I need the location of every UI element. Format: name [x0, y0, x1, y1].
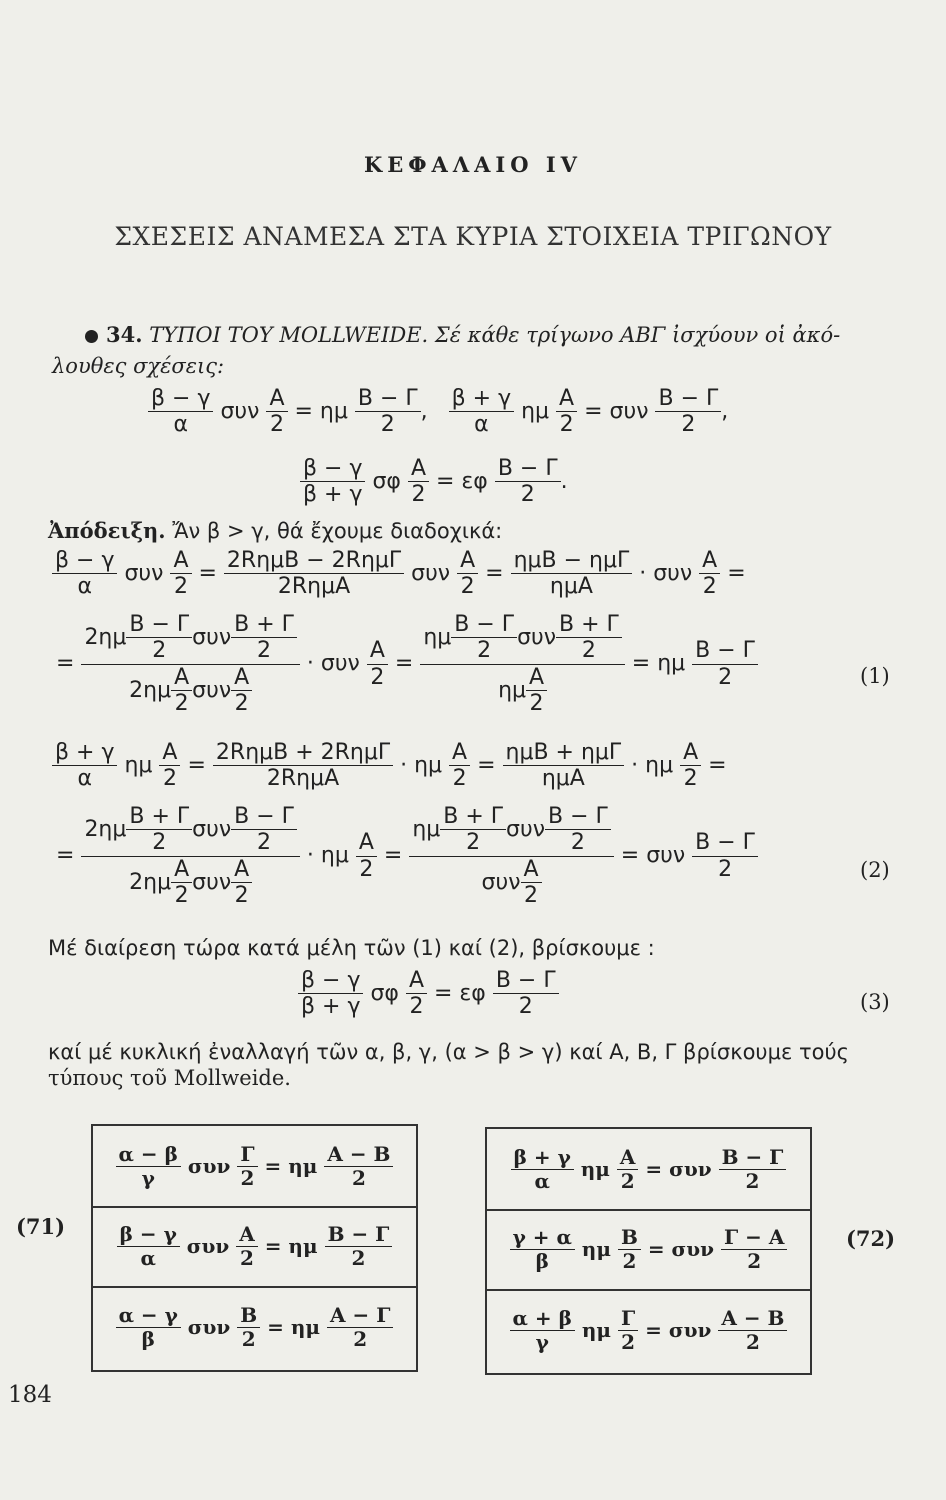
- proof-intro: [48, 518, 502, 543]
- box-label-72: (72): [846, 1226, 896, 1251]
- page-number: 184: [8, 1382, 52, 1408]
- mollweide-statement-2: $\frac{\beta - \gamma}{\beta + \gamma}$ σφ $\frac{A}{2}$ = εφ $\frac{B - \Gamma}{2}$ .: [300, 456, 568, 508]
- box-72-row-1: β + γ α ημ A 2 = συν B − Γ 2: [487, 1129, 810, 1211]
- eq-number-1: (1): [860, 664, 890, 688]
- derivation-2-line-1: $\frac{\beta + \gamma}{\alpha}$ ημ $\frac{A}{2}$ = 2RημB + 2RημΓ 2RημA · ημ $\frac{A}{2}$ = ημB + ημΓ ημA · ημ $\frac{A}{2}$ =: [52, 740, 727, 792]
- formula-3: $\frac{\beta - \gamma}{\beta + \gamma}$ σφ $\frac{A}{2}$ = εφ $\frac{B - \Gamma}{2}$: [298, 968, 559, 1020]
- section-intro-2: λουθες σχέσεις:: [52, 354, 225, 378]
- proof-text: Ἄν β > γ, θά ἔχουμε διαδοχικά:: [172, 519, 503, 543]
- chapter-title: ΣΧΕΣΕΙΣ ΑΝΑΜΕΣΑ ΣΤΑ ΚΥΡΙΑ ΣΤΟΙΧΕΙΑ ΤΡΙΓΩΝΟΥ: [114, 222, 832, 251]
- proof-label: Ἀπόδειξη.: [48, 518, 166, 543]
- box-72-row-3: α + β γ ημ Γ 2 = συν A − B 2: [487, 1289, 810, 1371]
- box-71-row-3: α − γ β συν B 2 = ημ A − Γ 2: [93, 1286, 416, 1368]
- box-label-71: (71): [16, 1214, 66, 1239]
- section-number: 34.: [106, 322, 143, 347]
- eq-number-2: (2): [860, 858, 890, 882]
- box-71-row-1: α − β γ συν Γ 2 = ημ A − B 2: [93, 1126, 416, 1208]
- chapter-heading: ΚΕΦΑΛΑΙΟ IV: [364, 152, 582, 177]
- derivation-1-line-2: = 2ημ $\frac{B - \Gamma}{2}$ συν $\frac{B + \Gamma}{2}$ 2ημ $\frac{A}{2}$ συν $\frac{A}{2}$ · συν $\frac{A}{2}$ = ημ $\frac{B - \Gamma}{2}$ συν $\frac{B + \Gamma}{2}$ ημ $\frac{A}{2}$ = ημ $\frac{B - \Gamma}{2}$: [56, 612, 758, 716]
- derivation-1-line-1: $\frac{\beta - \gamma}{\alpha}$ συν $\frac{A}{2}$ = 2RημB − 2RημΓ 2RημA συν $\frac{A}{2}$ = ημB − ημΓ ημA · συν $\frac{A}{2}$ =: [52, 548, 746, 600]
- formula-box-72: [485, 1127, 812, 1375]
- box-72-row-2: γ + α β ημ B 2 = συν Γ − A 2: [487, 1209, 810, 1291]
- eq-number-3: (3): [860, 990, 890, 1014]
- box-71-row-2: β − γ α συν A 2 = ημ B − Γ 2: [93, 1206, 416, 1288]
- mollweide-statement-1: $\frac{\beta - \gamma}{\alpha}$ συν $\frac{A}{2}$ = ημ $\frac{B - \Gamma}{2}$ , $\frac{\beta + \gamma}{\alpha}$ ημ $\frac{A}{2}$ = συν $\frac{B - \Gamma}{2}$ ,: [148, 386, 728, 438]
- bullet-icon: [85, 330, 98, 343]
- derivation-2-line-2: = 2ημ $\frac{B + \Gamma}{2}$ συν $\frac{B - \Gamma}{2}$ 2ημ $\frac{A}{2}$ συν $\frac{A}{2}$ · ημ $\frac{A}{2}$ = ημ $\frac{B + \Gamma}{2}$ συν $\frac{B - \Gamma}{2}$ συν $\frac{A}{2}$ = συν $\frac{B - \Gamma}{2}$: [56, 804, 758, 908]
- cyclic-text-1: καί μέ κυκλική ἐναλλαγή τῶν α, β, γ, (α > β > γ) καί Α, Β, Γ βρίσκουμε τούς: [48, 1040, 849, 1064]
- section-heading: ΤΥΠΟΙ ΤΟΥ MOLLWEIDE.: [149, 323, 429, 347]
- division-text: Μέ διαίρεση τώρα κατά μέλη τῶν (1) καί (2), βρίσκουμε :: [48, 936, 655, 960]
- cyclic-text-2: τύπους τοῦ Mollweide.: [48, 1066, 291, 1090]
- formula-box-71: [91, 1124, 418, 1372]
- section-heading-line: [85, 322, 840, 347]
- section-intro-1: Σέ κάθε τρίγωνο ΑΒΓ ἰσχύουν οἱ ἀκό-: [434, 323, 841, 347]
